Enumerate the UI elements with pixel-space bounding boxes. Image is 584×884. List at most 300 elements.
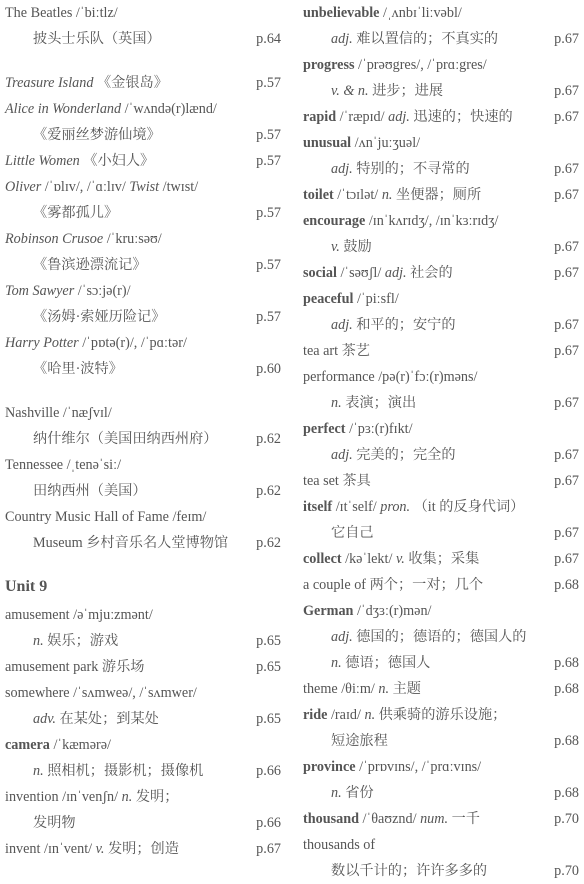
- page-ref: p.66: [256, 815, 281, 831]
- glossary-entry: [303, 208, 579, 234]
- page-ref: p.67: [554, 525, 579, 541]
- definition: 和平的；安宁的: [356, 317, 456, 333]
- glossary-entry: [303, 598, 579, 624]
- definition: 特别的；不寻常的: [356, 161, 470, 177]
- definition: 发明；创造: [107, 841, 179, 857]
- page-ref: p.67: [554, 161, 579, 177]
- glossary-entry: [303, 494, 579, 520]
- glossary-entry: [5, 330, 281, 356]
- entry-text: [331, 520, 374, 546]
- glossary-entry: [5, 226, 281, 252]
- page-ref: p.68: [554, 577, 579, 593]
- entry-text: [5, 148, 154, 174]
- entry-text: [303, 468, 371, 494]
- headword: unusual: [303, 135, 352, 151]
- pronunciation: /kəˈlekt/: [345, 551, 393, 567]
- definition: 在某处；到某处: [59, 711, 159, 727]
- headword: Treasure Island: [5, 75, 94, 91]
- glossary-entry: [5, 654, 281, 680]
- headword: performance: [303, 369, 375, 385]
- entry-text: [5, 654, 145, 680]
- entry-continuation: [5, 200, 281, 226]
- headword: thousand: [303, 811, 359, 827]
- entry-text: [303, 130, 420, 156]
- pronunciation: /ˈkruːsəʊ/: [106, 231, 162, 247]
- entry-text: [331, 312, 456, 338]
- glossary-entry: [5, 96, 281, 122]
- entry-continuation: [5, 304, 281, 330]
- definition: 茶艺: [341, 343, 370, 359]
- entry-text: [331, 650, 430, 676]
- entry-continuation: [303, 26, 579, 52]
- glossary-entry: [303, 364, 579, 390]
- glossary-entry: [303, 416, 579, 442]
- headword: Nashville: [5, 405, 60, 421]
- entry-text: [33, 426, 217, 452]
- entry-text: [33, 26, 161, 52]
- headword: amusement park: [5, 659, 99, 675]
- page-ref: p.67: [554, 317, 579, 333]
- definition: 短途旅程: [331, 733, 388, 749]
- part-of-speech: v.: [331, 239, 340, 255]
- glossary-entry: [303, 260, 579, 286]
- definition: （it 的反身代词）: [413, 499, 525, 515]
- glossary-entry: [5, 732, 281, 758]
- headword: Country Music Hall of Fame: [5, 509, 169, 525]
- entry-text: [5, 504, 206, 530]
- entry-text: [5, 0, 118, 26]
- headword: collect: [303, 551, 342, 567]
- page-ref: p.65: [256, 659, 281, 675]
- entry-text: [33, 252, 147, 278]
- pronunciation: /raɪd/: [330, 707, 361, 723]
- page-ref: p.57: [256, 75, 281, 91]
- glossary-entry: [303, 702, 579, 728]
- page-ref: p.67: [554, 31, 579, 47]
- entry-text: [303, 494, 524, 520]
- definition: 《鲁滨逊漂流记》: [33, 257, 147, 273]
- entry-text: [303, 208, 499, 234]
- part-of-speech: v.: [395, 551, 405, 567]
- headword: unbelievable: [303, 5, 380, 21]
- headword: camera: [5, 737, 50, 753]
- glossary-entry: [5, 836, 281, 862]
- unit-heading: [5, 572, 281, 602]
- entry-continuation: [5, 252, 281, 278]
- glossary-entry: [5, 0, 281, 26]
- page-ref: p.65: [256, 711, 281, 727]
- headword: Harry Potter: [5, 335, 79, 351]
- definition: 收集；采集: [408, 551, 480, 567]
- definition: 主题: [392, 681, 421, 697]
- definition: 发明物: [33, 815, 76, 831]
- glossary-entry: [5, 452, 281, 478]
- glossary-entry: [303, 832, 579, 858]
- entry-continuation: [303, 442, 579, 468]
- spacer: [5, 382, 281, 400]
- page-ref: p.62: [256, 535, 281, 551]
- part-of-speech: adj.: [384, 265, 407, 281]
- page-ref: p.57: [256, 205, 281, 221]
- entry-text: [303, 832, 375, 858]
- entry-text: [33, 478, 147, 504]
- glossary-entry: [303, 104, 579, 130]
- definition: 游乐场: [101, 659, 145, 675]
- part-of-speech: adj.: [331, 161, 353, 177]
- glossary-entry: [303, 182, 579, 208]
- headword: Robinson Crusoe: [5, 231, 104, 247]
- headword: invent: [5, 841, 41, 857]
- left-column: [5, 0, 281, 862]
- headword: invention: [5, 789, 59, 805]
- entry-continuation: [5, 810, 281, 836]
- page-ref: p.70: [554, 863, 579, 879]
- page-ref: p.68: [554, 681, 579, 697]
- right-column: [303, 0, 579, 884]
- pronunciation: /ˈɒlɪv/, /ˈɑːlɪv/: [44, 179, 126, 195]
- headword: a couple of: [303, 577, 367, 593]
- entry-text: [5, 226, 162, 252]
- pronunciation: /ɪnˈvent/: [44, 841, 93, 857]
- entry-text: [33, 200, 118, 226]
- entry-text: [303, 806, 480, 832]
- entry-text: [5, 400, 112, 426]
- definition: 照相机；摄影机；摄像机: [47, 763, 204, 779]
- page-ref: p.67: [554, 187, 579, 203]
- headword: toilet: [303, 187, 334, 203]
- pronunciation: /ˈsɔːjə(r)/: [77, 283, 131, 299]
- entry-text: [5, 836, 179, 862]
- entry-continuation: [303, 390, 579, 416]
- pronunciation: /ˈtɔɪlət/: [337, 187, 379, 203]
- definition: 难以置信的；不真实的: [356, 31, 499, 47]
- entry-text: [5, 784, 178, 810]
- entry-text: [303, 338, 370, 364]
- pronunciation: /əˈmjuːzmənt/: [73, 607, 153, 623]
- definition: 田纳西州（美国）: [33, 483, 147, 499]
- entry-text: [331, 780, 374, 806]
- entry-text: [331, 624, 527, 650]
- part-of-speech: pron.: [380, 499, 411, 515]
- entry-text: [33, 530, 228, 556]
- headword: progress: [303, 57, 355, 73]
- entry-text: [5, 452, 121, 478]
- entry-text: [303, 364, 478, 390]
- entry-text: [331, 156, 470, 182]
- page-ref: p.67: [554, 83, 579, 99]
- headword: The Beatles: [5, 5, 73, 21]
- glossary-entry: [303, 286, 579, 312]
- pronunciation: /θiːm/: [341, 681, 375, 697]
- pronunciation: /ɪtˈself/: [335, 499, 377, 515]
- pronunciation: /ˈprɒvɪns/, /ˈprɑːvɪns/: [359, 759, 482, 775]
- page-ref: p.68: [554, 733, 579, 749]
- part-of-speech: v. & n.: [331, 83, 369, 99]
- entry-text: [303, 286, 399, 312]
- pronunciation: /ˌʌnbɪˈliːvəbl/: [383, 5, 462, 21]
- part-of-speech: adj.: [331, 317, 353, 333]
- entry-text: [303, 546, 479, 572]
- entry-text: [33, 628, 118, 654]
- headword: Little Women: [5, 153, 80, 169]
- headword: thousands of: [303, 837, 376, 853]
- pronunciation: /ˌtenəˈsiː/: [66, 457, 122, 473]
- part-of-speech: n.: [33, 633, 44, 649]
- headword: social: [303, 265, 337, 281]
- definition: 供乘骑的游乐设施；: [378, 707, 507, 723]
- definition: 社会的: [410, 265, 453, 281]
- definition: 娱乐；游戏: [47, 633, 119, 649]
- page-ref: p.67: [554, 109, 579, 125]
- pronunciation: /ˈbiːtlz/: [75, 5, 118, 21]
- pronunciation: /feɪm/: [172, 509, 207, 525]
- pronunciation: /twɪst/: [162, 179, 199, 195]
- headword: perfect: [303, 421, 346, 437]
- glossary-entry: [5, 400, 281, 426]
- definition: 德国的；德语的；德国人的: [356, 629, 527, 645]
- entry-text: [331, 26, 498, 52]
- part-of-speech: adj.: [331, 31, 353, 47]
- entry-text: [303, 754, 481, 780]
- page-ref: p.65: [256, 633, 281, 649]
- definition: 《雾都孤儿》: [33, 205, 119, 221]
- page-ref: p.60: [256, 361, 281, 377]
- page-ref: p.57: [256, 153, 281, 169]
- headword: amusement: [5, 607, 70, 623]
- part-of-speech: n.: [381, 187, 393, 203]
- part-of-speech: n.: [121, 789, 133, 805]
- glossary-entry: [303, 754, 579, 780]
- entry-continuation: [303, 858, 579, 884]
- definition: 迅速的；快速的: [413, 109, 513, 125]
- part-of-speech: n.: [378, 681, 390, 697]
- entry-continuation: [303, 780, 579, 806]
- entry-text: [303, 572, 483, 598]
- entry-continuation: [303, 520, 579, 546]
- headword: theme: [303, 681, 338, 697]
- entry-text: [331, 78, 443, 104]
- headword: Tom Sawyer: [5, 283, 75, 299]
- definition: 完美的；完全的: [356, 447, 456, 463]
- page-ref: p.67: [554, 551, 579, 567]
- page-ref: p.68: [554, 785, 579, 801]
- headword: German: [303, 603, 354, 619]
- part-of-speech: n.: [331, 655, 342, 671]
- headword: ride: [303, 707, 328, 723]
- definition: 两个；一对；几个: [369, 577, 484, 593]
- pronunciation: /ˈpɜː(r)fɪkt/: [349, 421, 413, 437]
- entry-continuation: [303, 312, 579, 338]
- entry-continuation: [5, 706, 281, 732]
- headword: encourage: [303, 213, 366, 229]
- definition: 进步；进展: [372, 83, 444, 99]
- glossary-entry: [303, 806, 579, 832]
- part-of-speech: n.: [364, 707, 376, 723]
- pronunciation: /ɪnˈvenʃn/: [62, 789, 119, 805]
- definition: 茶具: [342, 473, 371, 489]
- definition: 数以千计的；许许多多的: [331, 863, 488, 879]
- entry-continuation: [5, 530, 281, 556]
- definition: 它自己: [331, 525, 374, 541]
- pronunciation: /ˈpɒtə(r)/, /ˈpɑːtər/: [82, 335, 187, 351]
- page-ref: p.67: [554, 447, 579, 463]
- spacer: [5, 52, 281, 70]
- entry-text: [5, 96, 217, 122]
- entry-text: [33, 304, 165, 330]
- glossary-entry: [5, 504, 281, 530]
- pronunciation: /pə(r)ˈfɔː(r)məns/: [378, 369, 478, 385]
- part-of-speech: v.: [95, 841, 105, 857]
- part-of-speech: adj.: [388, 109, 410, 125]
- glossary-entry: [303, 676, 579, 702]
- definition: 表演；演出: [345, 395, 417, 411]
- part-of-speech: n.: [331, 395, 342, 411]
- part-of-speech: adj.: [331, 447, 353, 463]
- entry-text: [33, 758, 203, 784]
- pronunciation: /ˈkæmərə/: [53, 737, 111, 753]
- entry-text: [5, 278, 131, 304]
- spacer: [5, 556, 281, 572]
- entry-text: [303, 104, 513, 130]
- page-ref: p.68: [554, 655, 579, 671]
- glossary-entry: [303, 468, 579, 494]
- page-ref: p.57: [256, 127, 281, 143]
- headword: somewhere: [5, 685, 70, 701]
- glossary-entry: [303, 52, 579, 78]
- entry-text: [5, 330, 187, 356]
- definition: 《小妇人》: [83, 153, 155, 169]
- headword: Tennessee: [5, 457, 64, 473]
- headword: Oliver: [5, 179, 42, 195]
- page-ref: p.62: [256, 483, 281, 499]
- headword: tea art: [303, 343, 339, 359]
- entry-text: [5, 732, 111, 758]
- headword: Alice in Wonderland: [5, 101, 122, 117]
- headword-extra: Twist: [129, 179, 160, 195]
- page-ref: p.67: [554, 239, 579, 255]
- definition: 《爱丽丝梦游仙境》: [33, 127, 161, 143]
- glossary-entry: [303, 130, 579, 156]
- headword: peaceful: [303, 291, 354, 307]
- definition: 发明；: [135, 789, 179, 805]
- entry-text: [303, 598, 431, 624]
- entry-continuation: [303, 156, 579, 182]
- definition: 《汤姆·索娅历险记》: [33, 309, 166, 325]
- page-ref: p.67: [554, 395, 579, 411]
- unit-title: Unit 9: [5, 578, 48, 595]
- page-ref: p.67: [554, 473, 579, 489]
- part-of-speech: n.: [331, 785, 342, 801]
- pronunciation: /ˈpiːsfl/: [356, 291, 399, 307]
- pronunciation: /ˈræpɪd/: [339, 109, 385, 125]
- entry-text: [331, 390, 416, 416]
- entry-text: [303, 676, 421, 702]
- entry-text: [303, 0, 462, 26]
- entry-text: [5, 602, 153, 628]
- page-ref: p.67: [554, 343, 579, 359]
- pronunciation: /ˈwʌndə(r)lænd/: [124, 101, 217, 117]
- entry-continuation: [5, 26, 281, 52]
- glossary-entry: [5, 602, 281, 628]
- glossary-entry: [303, 546, 579, 572]
- glossary-entry: [5, 148, 281, 174]
- entry-continuation: [303, 728, 579, 754]
- page-ref: p.67: [554, 265, 579, 281]
- pronunciation: /ˈdʒɜː(r)mən/: [356, 603, 432, 619]
- entry-text: [33, 122, 161, 148]
- page-ref: p.67: [256, 841, 281, 857]
- pronunciation: /ˈprəʊgres/, /ˈprɑːgres/: [358, 57, 487, 73]
- pronunciation: /ʌnˈjuːʒuəl/: [354, 135, 421, 151]
- entry-text: [331, 858, 487, 884]
- glossary-entry: [5, 784, 281, 810]
- entry-text: [33, 810, 76, 836]
- entry-text: [331, 728, 388, 754]
- pronunciation: /ɪnˈkʌrɪdʒ/, /ɪnˈkɜːrɪdʒ/: [368, 213, 499, 229]
- definition: 省份: [345, 785, 374, 801]
- entry-continuation: [303, 624, 579, 650]
- entry-continuation: [303, 650, 579, 676]
- entry-continuation: [5, 356, 281, 382]
- definition: 《哈里·波特》: [33, 361, 123, 377]
- part-of-speech: adj.: [331, 629, 353, 645]
- page-ref: p.62: [256, 431, 281, 447]
- pronunciation: /ˈsəʊʃl/: [340, 265, 382, 281]
- entry-continuation: [5, 628, 281, 654]
- entry-text: [303, 416, 413, 442]
- entry-continuation: [5, 478, 281, 504]
- entry-text: [303, 702, 506, 728]
- entry-continuation: [5, 426, 281, 452]
- entry-text: [331, 234, 372, 260]
- page-ref: p.57: [256, 309, 281, 325]
- glossary-entry: [5, 174, 281, 200]
- pronunciation: /ˈθaʊznd/: [362, 811, 417, 827]
- entry-continuation: [303, 78, 579, 104]
- headword: province: [303, 759, 356, 775]
- definition: 鼓励: [343, 239, 372, 255]
- glossary-entry: [5, 680, 281, 706]
- pronunciation: /ˈnæʃvɪl/: [62, 405, 112, 421]
- glossary-entry: [5, 70, 281, 96]
- part-of-speech: num.: [420, 811, 449, 827]
- page-ref: p.64: [256, 31, 281, 47]
- definition: 纳什维尔（美国田纳西州府）: [33, 431, 218, 447]
- headword: rapid: [303, 109, 337, 125]
- entry-text: [5, 174, 198, 200]
- headword: tea set: [303, 473, 339, 489]
- part-of-speech: adv.: [33, 711, 56, 727]
- part-of-speech: n.: [33, 763, 44, 779]
- definition: Museum 乡村音乐名人堂博物馆: [33, 535, 229, 551]
- definition: 坐便器；厕所: [396, 187, 482, 203]
- glossary-entry: [5, 278, 281, 304]
- entry-text: [5, 70, 168, 96]
- glossary-entry: [303, 0, 579, 26]
- entry-continuation: [5, 758, 281, 784]
- definition: 《金银岛》: [96, 75, 168, 91]
- glossary-entry: [303, 572, 579, 598]
- definition: 披头士乐队（英国）: [33, 31, 161, 47]
- pronunciation: /ˈsʌmweə/, /ˈsʌmwer/: [73, 685, 197, 701]
- entry-continuation: [5, 122, 281, 148]
- entry-text: [303, 260, 453, 286]
- page-ref: p.66: [256, 763, 281, 779]
- page-ref: p.57: [256, 257, 281, 273]
- headword: itself: [303, 499, 333, 515]
- entry-continuation: [303, 234, 579, 260]
- definition: 德语；德国人: [345, 655, 431, 671]
